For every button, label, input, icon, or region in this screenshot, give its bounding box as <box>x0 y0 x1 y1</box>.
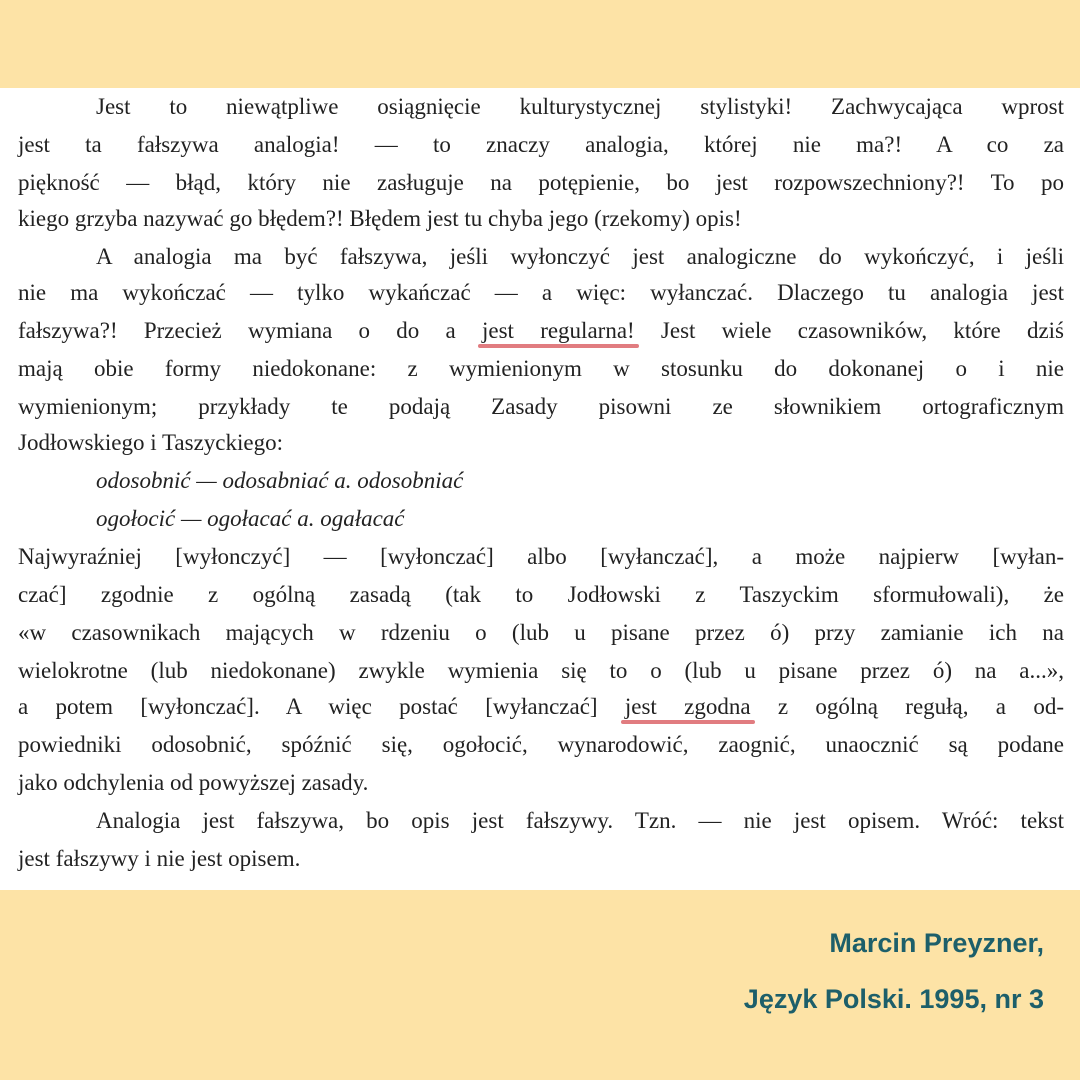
text-line-highlighted <box>18 316 1064 346</box>
example-line: ogołocić — ogołacać a. ogałacać <box>96 506 405 531</box>
text-span: a potem [wyłonczać]. A więc postać [wyłanczać] <box>18 694 625 719</box>
text-line: Najwyraźniej [wyłonczyć] — [wyłonczać] albo [wyłanczać], a może najpierw [wyłan- <box>18 544 1064 569</box>
scanned-article <box>0 88 1080 890</box>
example-line: odosobnić — odosabniać a. odosobniać <box>96 468 464 493</box>
text-line: nie ma wykończać — tylko wykańczać — a więc: wyłanczać. Dlaczego tu analogia jest <box>18 280 1064 305</box>
text-line: piękność — błąd, który nie zasługuje na potępienie, bo jest rozpowszechniony?! To po <box>18 170 1064 195</box>
text-line: mają obie formy niedokonane: z wymienionym w stosunku do dokonanej o i nie <box>18 356 1064 381</box>
caption-source: Język Polski. 1995, nr 3 <box>743 984 1044 1014</box>
underlined-phrase: jest regularna! <box>482 318 635 343</box>
caption-author: Marcin Preyzner, <box>829 928 1044 958</box>
text-line-highlighted <box>18 692 1064 722</box>
text-span: fałszywa?! Przecież wymiana o do a <box>18 318 482 343</box>
text-line: kiego grzyba nazywać go błędem?! Błędem jest tu chyba jego (rzekomy) opis! <box>18 206 742 231</box>
text-span: z ogólną regułą, a od- <box>750 694 1064 719</box>
text-line: powiedniki odosobnić, spóźnić się, ogołocić, wynarodowić, zaognić, unaocznić są podane <box>18 732 1064 757</box>
text-line: wielokrotne (lub niedokonane) zwykle wymienia się to o (lub u pisane przez ó) na a...», <box>18 658 1064 683</box>
text-line: jest fałszywy i nie jest opisem. <box>18 846 301 871</box>
text-line: Jest to niewątpliwe osiągnięcie kulturystycznej stylistyki! Zachwycająca wprost <box>96 94 1064 119</box>
text-span: Jest wiele czasowników, które dziś <box>634 318 1064 343</box>
text-line: wymienionym; przykłady te podają Zasady pisowni ze słownikiem ortograficznym <box>18 394 1064 419</box>
text-line: jest ta fałszywa analogia! — to znaczy analogia, której nie ma?! A co za <box>18 132 1064 157</box>
text-line: Analogia jest fałszywa, bo opis jest fałszywy. Tzn. — nie jest opisem. Wróć: tekst <box>96 808 1064 833</box>
underlined-phrase: jest zgodna <box>624 694 751 719</box>
text-line: jako odchylenia od powyższej zasady. <box>18 770 369 795</box>
text-line: czać] zgodnie z ogólną zasadą (tak to Jodłowski z Taszyckim sformułowali), że <box>18 582 1064 607</box>
text-line: «w czasownikach mających w rdzeniu o (lub u pisane przez ó) przy zamianie ich na <box>18 620 1064 645</box>
text-line: Jodłowskiego i Taszyckiego: <box>18 430 283 455</box>
text-line: A analogia ma być fałszywa, jeśli wyłonczyć jest analogiczne do wykończyć, i jeśli <box>96 244 1064 269</box>
